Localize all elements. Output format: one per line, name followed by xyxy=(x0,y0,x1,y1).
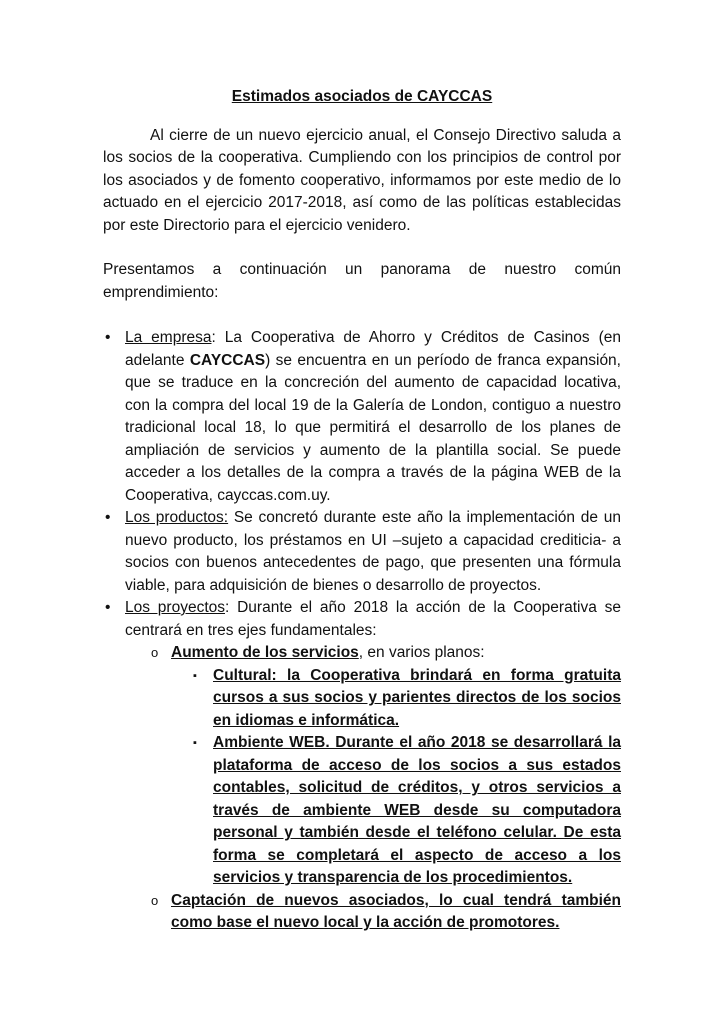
bullet-square-icon: ▪ xyxy=(193,669,197,682)
main-bullet-list xyxy=(103,327,621,935)
los-productos-text: Se concretó durante este año la implementación de un nuevo producto, los préstamos en UI –sujeto a capacidad crediticia- a socios con buenos antecedentes de pago, que presenten una fórmula viable, para adquisición de bienes o desarrollo de proyectos. xyxy=(125,509,621,594)
los-proyectos-label: Los proyectos xyxy=(125,599,225,616)
ambiente-web-text: Ambiente WEB. Durante el año 2018 se desarrollará la plataforma de acceso de los socios a sus estados contables, solicitud de créditos, y otros servicios a través de ambiente WEB desde su computadora personal y también desde el teléfono celular. De esta forma se completará el aspecto de acceso a los servicios y transparencia de los procedimientos. xyxy=(213,734,621,886)
bullet-circle-icon: o xyxy=(151,645,159,660)
list-item-los-proyectos xyxy=(103,597,621,935)
proyectos-sub-list xyxy=(125,642,621,935)
presentamos-line-2: emprendimiento: xyxy=(103,283,219,301)
list-item-la-empresa xyxy=(103,327,621,507)
sub-item-aumento-servicios xyxy=(149,642,621,890)
subsub-item-cultural xyxy=(191,665,621,733)
subsub-item-ambiente-web xyxy=(191,732,621,890)
document-page xyxy=(103,86,621,935)
los-proyectos-text: : Durante el año 2018 la acción de la Cooperativa se centrará en tres ejes fundamentales: xyxy=(125,599,621,639)
presentamos-line-1: Presentamos a continuación un panorama de nuestro común xyxy=(103,261,621,278)
la-empresa-text-b: ) se encuentra en un período de franca expansión, que se traduce en la concreción del aumento de capacidad locativa, con la compra del local 19 de la Galería de London, contiguo a nuestro tradicional local 18, lo que permitirá el desarrollo de los planes de ampliación de servicios y aumento de la plantilla social. Se puede acceder a los detalles de la compra a través de la página WEB de la Cooperativa, cayccas.com.uy. xyxy=(125,351,621,504)
servicios-subsub-list xyxy=(171,665,621,890)
intro-paragraph: Al cierre de un nuevo ejercicio anual, el Consejo Directivo saluda a los socios de la cooperativa. Cumpliendo con los principios de control por los asociados y de fomento cooperativo, informamos por este medio de lo actuado en el ejercicio 2017-2018, así como de las políticas establecidas por este Directorio para el ejercicio venidero. xyxy=(103,126,621,234)
los-productos-label: Los productos: xyxy=(125,509,229,526)
list-item-los-productos xyxy=(103,507,621,597)
bullet-circle-icon: o xyxy=(151,892,159,908)
la-empresa-text-a: : La Cooperativa de Ahorro y Créditos de Casinos (en adelante xyxy=(125,329,621,369)
cultural-text: Cultural: la Cooperativa brindará en forma gratuita cursos a sus socios y parientes directos de los socios en idiomas e informática. xyxy=(213,666,621,729)
cayccas-bold: CAYCCAS xyxy=(189,351,266,369)
bullet-dot-icon: • xyxy=(105,599,111,616)
bullet-dot-icon: • xyxy=(105,509,111,526)
bullet-dot-icon: • xyxy=(105,329,111,346)
la-empresa-label: La empresa xyxy=(125,329,212,346)
aumento-servicios-label: Aumento de los servicios xyxy=(171,644,359,661)
bullet-square-icon: ▪ xyxy=(193,737,197,749)
document-title: Estimados asociados de CAYCCAS xyxy=(231,88,493,105)
sub-item-captacion xyxy=(149,890,621,935)
captacion-text: Captación de nuevos asociados, lo cual tendrá también como base el nuevo local y la acción de promotores. xyxy=(171,891,621,931)
aumento-servicios-text: , en varios planos: xyxy=(358,644,485,661)
